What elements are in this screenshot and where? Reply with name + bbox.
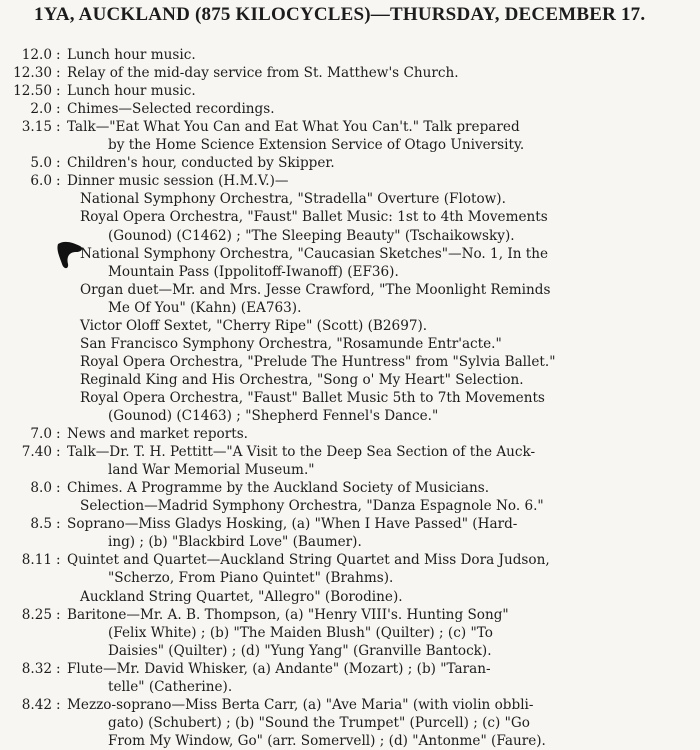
time-separator: : [56,696,61,713]
programme-line [0,660,700,678]
programme-text: Soprano—Miss Gladys Hosking, (a) "When I Have Passed" (Hard- [67,516,518,533]
programme-line [0,425,700,443]
programme-text: National Symphony Orchestra, "Caucasian Sketches"—No. 1, In the [80,245,549,262]
time-separator: : [56,101,61,118]
programme-text: (Gounod) (C1463) ; "Shepherd Fennel's Dance." [108,408,439,424]
programme-text: Reginald King and His Orchestra, "Song o' My Heart" Selection. [80,371,524,388]
programme-text: Chimes—Selected recordings. [67,101,275,118]
programme-line [0,136,700,154]
programme-text: News and market reports. [67,426,248,443]
programme-text: Mezzo-soprano—Miss Berta Carr, (a) "Ave Maria" (with violin obbli- [67,696,534,713]
programme-text: "Scherzo, From Piano Quintet" (Brahms). [108,570,394,587]
programme-time: 12.30 [13,65,52,82]
programme-text: Chimes. A Programme by the Auckland Society of Musicians. [67,480,490,497]
programme-line [0,118,700,136]
programme-text: land War Memorial Museum." [108,462,315,479]
programme-time: 5.0 [30,155,52,172]
programme-line [0,335,700,353]
programme-line [0,371,700,389]
programme-line [0,172,700,190]
programme-text: Talk—"Eat What You Can and Eat What You Can't." Talk prepared [67,119,520,136]
time-separator: : [56,65,61,82]
time-separator: : [56,444,61,461]
programme-text: Flute—Mr. David Whisker, (a) Andante" (Mozart) ; (b) "Taran- [67,660,491,677]
programme-text: Selection—Madrid Symphony Orchestra, "Danza Espagnole No. 6." [80,498,544,515]
programme-text: telle" (Catherine). [108,678,233,695]
programme-line [0,46,700,64]
programme-text: ing) ; (b) "Blackbird Love" (Baumer). [108,534,362,551]
programme-text: Lunch hour music. [67,47,196,63]
station-heading: 1YA, AUCKLAND (875 KILOCYCLES)—THURSDAY, DECEMBER 17. [34,4,646,25]
programme-time: 8.0 [30,480,52,497]
programme-text: (Felix White) ; (b) "The Maiden Blush" (Quilter) ; (c) "To [108,624,493,641]
programme-text: Dinner music session (H.M.V.)— [67,173,289,190]
programme-text: Children's hour, conducted by Skipper. [67,155,335,172]
programme-text: gato) (Schubert) ; (b) "Sound the Trumpet" (Purcell) ; (c) "Go [108,714,530,731]
programme-line [0,317,700,335]
programme-line [0,624,700,642]
programme-text: by the Home Science Extension Service of Otago University. [108,137,525,154]
programme-line [0,299,700,317]
programme-line [0,281,700,299]
programme-line [0,533,700,551]
programme-line [0,353,700,371]
programme-text: Mountain Pass (Ippolitoff-Iwanoff) (EF36). [108,263,399,280]
programme-line [0,678,700,696]
time-separator: : [56,426,61,443]
programme-line [0,64,700,82]
programme-text: Me Of You" (Kahn) (EA763). [108,299,302,316]
ink-blot-mark [56,238,86,272]
programme-line [0,245,700,263]
programme-line [0,642,700,660]
programme-line [0,479,700,497]
time-separator: : [56,516,61,533]
programme-line [0,190,700,208]
programme-line [0,588,700,606]
programme-line [0,389,700,407]
programme-line [0,696,700,714]
programme-time: 12.0 [21,47,52,63]
programme-time: 8.32 [21,660,52,677]
programme-text: (Gounod) (C1462) ; "The Sleeping Beauty" (Tschaikowsky). [108,227,515,244]
programme-line [0,154,700,172]
programme-time: 8.5 [30,516,52,533]
programme-line [0,606,700,624]
time-separator: : [56,173,61,190]
programme-text: Royal Opera Orchestra, "Faust" Ballet Music 5th to 7th Movements [80,389,545,406]
time-separator: : [56,119,61,136]
programme-line [0,461,700,479]
programme-text: Lunch hour music. [67,83,196,100]
programme-text: Victor Oloff Sextet, "Cherry Ripe" (Scott) (B2697). [80,317,428,334]
programme-time: 2.0 [30,101,52,118]
time-separator: : [56,606,61,623]
programme-text: National Symphony Orchestra, "Stradella" Overture (Flotow). [80,191,506,208]
programme-line [0,407,700,425]
programme-line [0,100,700,118]
programme-time: 8.25 [21,606,52,623]
programme-line [0,515,700,533]
programme-line [0,497,700,515]
programme-time: 3.15 [21,119,52,136]
programme-text: Talk—Dr. T. H. Pettitt—"A Visit to the Deep Sea Section of the Auck- [67,444,536,461]
programme-line [0,82,700,100]
programme-time: 7.0 [30,426,52,443]
programme-text: Baritone—Mr. A. B. Thompson, (a) "Henry VIII's. Hunting Song" [67,606,509,623]
time-separator: : [56,660,61,677]
programme-line [0,732,700,750]
time-separator: : [56,155,61,172]
programme-time: 8.11 [21,552,52,569]
programme-line [0,443,700,461]
programme-time: 6.0 [30,173,52,190]
programme-line [0,714,700,732]
programme-text: Quintet and Quartet—Auckland String Quartet and Miss Dora Judson, [67,552,550,569]
programme-text: Royal Opera Orchestra, "Prelude The Huntress" from "Sylvia Ballet." [80,353,556,370]
programme-line [0,263,700,281]
programme-line [0,227,700,245]
programme-text: Daisies" (Quilter) ; (d) "Yung Yang" (Granville Bantock). [108,642,492,659]
time-separator: : [56,47,61,63]
programme-text: Organ duet—Mr. and Mrs. Jesse Crawford, "The Moonlight Reminds [80,281,551,298]
time-separator: : [56,552,61,569]
programme-text: Relay of the mid-day service from St. Matthew's Church. [67,65,459,82]
time-separator: : [56,83,61,100]
programme-text: From My Window, Go" (arr. Somervell) ; (d) "Antonme" (Faure). [108,732,546,749]
programme-text: Royal Opera Orchestra, "Faust" Ballet Music: 1st to 4th Movements [80,209,548,226]
programme-line [0,551,700,569]
time-separator: : [56,480,61,497]
programme-time: 12.50 [13,83,52,100]
programme-text: San Francisco Symphony Orchestra, "Rosamunde Entr'acte." [80,335,502,352]
programme-line [0,569,700,587]
programme-time: 8.42 [21,696,52,713]
programme-line [0,208,700,226]
programme-time: 7.40 [21,444,52,461]
programme-text: Auckland String Quartet, "Allegro" (Borodine). [80,588,403,605]
